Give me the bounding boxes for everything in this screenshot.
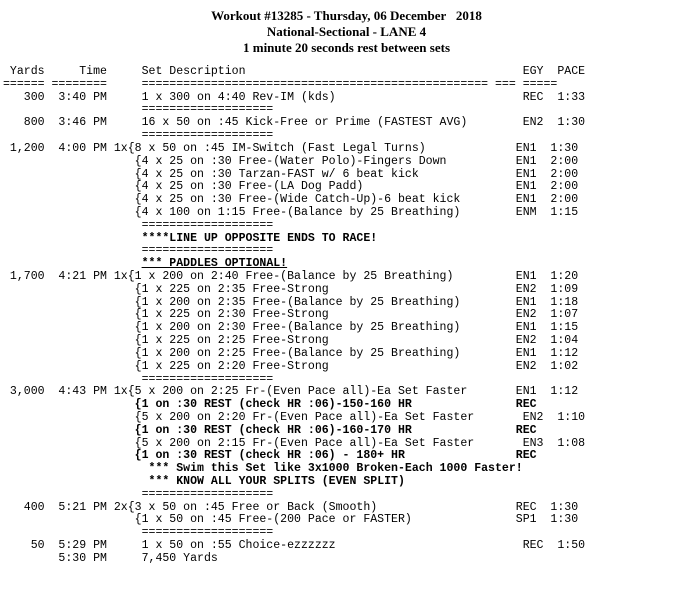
line-segment: ====== ======== ================================================== === =====	[3, 77, 558, 91]
workout-line	[3, 142, 578, 155]
workout-line	[3, 116, 585, 129]
line-segment: ===================	[3, 526, 274, 540]
rest-note: 1 minute 20 seconds rest between sets	[242, 40, 451, 55]
line-segment: {1 on :30 REST (check HR :06)-150-160 HR REC	[134, 398, 537, 412]
line-segment: {1 x 200 on 2:30 Free-(Balance by 25 Breathing) EN1 1:15	[3, 321, 579, 335]
line-segment: {1 x 200 on 2:35 Free-(Balance by 25 Breathing) EN1 1:18	[3, 295, 579, 309]
workout-line	[3, 526, 273, 539]
line-segment: ===================	[3, 129, 274, 143]
workout-line	[3, 373, 273, 386]
workout-line	[3, 462, 523, 475]
workout-line	[3, 168, 578, 181]
workout-header	[0, 8, 693, 56]
line-segment	[3, 424, 135, 437]
workout-line	[3, 206, 578, 219]
workout-line	[3, 232, 377, 245]
line-segment: 400 5:21 PM 2x{3 x 50 on :45 Free or Back (Smooth) REC 1:30	[3, 500, 579, 514]
workout-line	[3, 552, 218, 565]
line-segment	[3, 257, 142, 270]
line-segment: 3,000 4:43 PM 1x{5 x 200 on 2:25 Fr-(Even Pace all)-Ea Set Faster EN1 1:12	[3, 385, 579, 399]
line-segment: {1 x 225 on 2:35 Free-Strong EN2 1:09	[3, 282, 579, 296]
workout-line	[3, 283, 578, 296]
line-segment: ****LINE UP OPPOSITE ENDS TO RACE!	[141, 231, 378, 245]
line-segment: {1 x 50 on :45 Free-(200 Pace or FASTER) SP1 1:30	[3, 513, 579, 527]
line-segment: 800 3:46 PM 16 x 50 on :45 Kick-Free or Prime (FASTEST AVG) EN2 1:30	[3, 116, 586, 130]
workout-line	[3, 513, 578, 526]
table-header-row	[3, 65, 585, 78]
line-segment: {4 x 25 on :30 Free-(LA Dog Padd) EN1 2:00	[3, 180, 579, 194]
workout-line	[3, 385, 578, 398]
line-segment: {4 x 25 on :30 Tarzan-FAST w/ 6 beat kick EN1 2:00	[3, 167, 579, 181]
line-segment: 5:30 PM 7,450 Yards	[3, 551, 218, 565]
line-segment: 1,200 4:00 PM 1x{8 x 50 on :45 IM-Switch (Fast Legal Turns) EN1 1:30	[3, 141, 579, 155]
line-segment: 1,700 4:21 PM 1x{1 x 200 on 2:40 Free-(Balance by 25 Breathing) EN1 1:20	[3, 270, 579, 283]
workout-line	[3, 347, 578, 360]
line-segment	[3, 462, 142, 475]
line-segment: {5 x 200 on 2:15 Fr-(Even Pace all)-Ea Set Faster EN3 1:08	[3, 436, 586, 450]
line-segment: {4 x 25 on :30 Free-(Wide Catch-Up)-6 beat kick EN1 2:00	[3, 193, 579, 207]
workout-line	[3, 257, 287, 270]
line-segment: {1 on :30 REST (check HR :06) - 180+ HR REC	[134, 449, 537, 463]
workout-line	[3, 398, 537, 411]
line-segment: Yards Time Set Description EGY PACE	[3, 65, 586, 78]
line-segment	[3, 475, 142, 488]
line-segment: ===================	[3, 244, 274, 258]
line-segment: ===================	[3, 103, 274, 117]
line-segment: {4 x 100 on 1:15 Free-(Balance by 25 Breathing) ENM 1:15	[3, 205, 579, 219]
workout-line	[3, 501, 578, 514]
line-segment: 50 5:29 PM 1 x 50 on :55 Choice-ezzzzzz REC 1:50	[3, 539, 586, 553]
workout-line	[3, 539, 585, 552]
line-segment	[3, 449, 135, 462]
line-segment	[3, 232, 142, 245]
workout-line	[3, 193, 578, 206]
line-segment: ===================	[3, 372, 274, 386]
line-segment: {1 on :30 REST (check HR :06)-160-170 HR REC	[134, 423, 537, 437]
line-segment: ===================	[3, 487, 274, 501]
workout-line	[3, 103, 273, 116]
workout-line	[3, 180, 578, 193]
line-segment: *** Swim this Set like 3x1000 Broken-Each 1000 Faster!	[141, 462, 523, 476]
line-segment: 300 3:40 PM 1 x 300 on 4:40 Rev-IM (kds) REC 1:33	[3, 90, 586, 104]
workout-line	[3, 449, 537, 462]
line-segment: {1 x 200 on 2:25 Free-(Balance by 25 Breathing) EN1 1:12	[3, 346, 579, 360]
line-segment: {5 x 200 on 2:20 Fr-(Even Pace all)-Ea Set Faster EN2 1:10	[3, 410, 586, 424]
workout-table	[3, 66, 585, 566]
workout-line	[3, 488, 273, 501]
workout-line	[3, 219, 273, 232]
line-segment	[3, 398, 135, 411]
workout-line	[3, 129, 273, 142]
line-segment: {1 x 225 on 2:30 Free-Strong EN2 1:07	[3, 308, 579, 322]
workout-line	[3, 244, 273, 257]
workout-line	[3, 296, 578, 309]
workout-line	[3, 270, 578, 283]
workout-title: Workout #13285 - Thursday, 06 December 2018	[211, 8, 482, 23]
workout-line	[3, 91, 585, 104]
line-segment: {1 x 225 on 2:25 Free-Strong EN2 1:04	[3, 334, 579, 348]
line-segment: *** KNOW ALL YOUR SPLITS (EVEN SPLIT)	[141, 475, 405, 488]
workout-line	[3, 360, 578, 373]
workout-line	[3, 411, 585, 424]
line-segment: {1 x 225 on 2:20 Free-Strong EN2 1:02	[3, 359, 579, 373]
workout-line	[3, 155, 578, 168]
workout-line	[3, 437, 585, 450]
line-segment: {4 x 25 on :30 Free-(Water Polo)-Fingers Down EN1 2:00	[3, 154, 579, 168]
workout-line	[3, 321, 578, 334]
workout-line	[3, 334, 578, 347]
workout-line	[3, 475, 405, 488]
table-separator-row	[3, 78, 557, 91]
workout-subtitle: National-Sectional - LANE 4	[266, 24, 427, 39]
line-segment: *** PADDLES OPTIONAL!	[141, 257, 288, 271]
workout-line	[3, 308, 578, 321]
line-segment: ===================	[3, 218, 274, 232]
workout-line	[3, 424, 537, 437]
